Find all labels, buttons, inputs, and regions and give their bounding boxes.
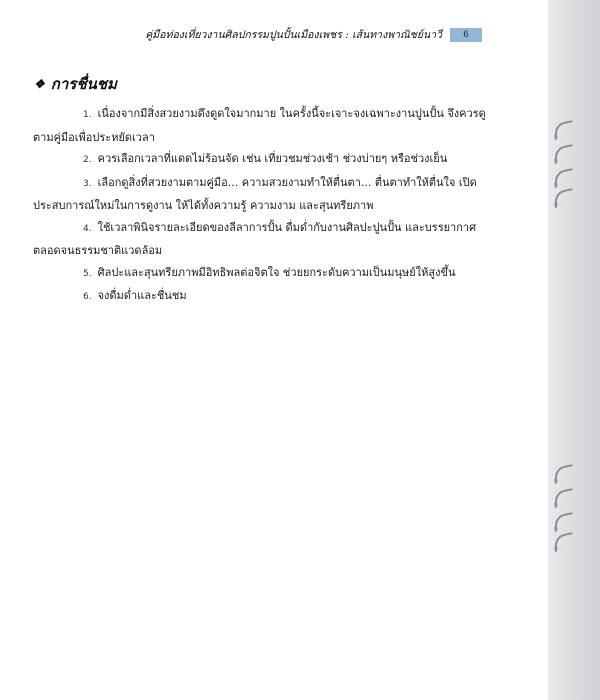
list-item-text: เลือกดูสิ่งที่สวยงามตามคู่มือ... ความสวยงามทำให้ตื่นตา... ตื่นตาทำให้ตื่นใจ เปิดประสบการณ์ใหม่ในการดูงาน ให้ได้ทั้งความรู้ ความงาม และสุนทรียภาพ	[33, 175, 477, 212]
binder-ring-icon	[553, 188, 575, 206]
list-item-text: ใช้เวลาพินิจรายละเอียดของลีลาการปั้น ดื่มด่ำกับงานศิลปะปูนปั้น และบรรยากาศ ตลอดจนธรรมชาติแวดล้อม	[33, 220, 477, 257]
list-item-number: 5.	[83, 268, 92, 279]
list-item-number: 6.	[83, 292, 92, 302]
page-number-badge: 6	[450, 28, 482, 42]
list-item	[33, 148, 503, 172]
page-header	[145, 26, 482, 43]
section-heading-text: การชื่นชม	[50, 75, 117, 93]
list-item-number: 4.	[83, 223, 92, 234]
numbered-list	[33, 103, 503, 309]
list-item-number: 3.	[83, 178, 92, 189]
binder-ring-icon	[553, 168, 575, 186]
binder-ring-icon	[553, 144, 575, 162]
binder-spine	[548, 0, 600, 700]
section-heading	[34, 72, 117, 96]
binder-ring-icon	[553, 532, 575, 550]
binder-ring-icon	[553, 488, 575, 506]
list-item	[33, 172, 503, 217]
list-item-text: ควรเลือกเวลาที่แดดไม่ร้อนจัด เช่น เที่ยวชมช่วงเช้า ช่วงบ่ายๆ หรือช่วงเย็น	[97, 152, 448, 165]
diamond-bullet-icon: ❖	[34, 77, 45, 91]
list-item-text: จงดื่มด่ำและชื่นชม	[97, 289, 187, 302]
header-title: คู่มือท่องเที่ยวงานศิลปกรรมปูนปั้นเมืองเพชร : เส้นทางพาณิชย์นาวี	[145, 29, 442, 41]
list-item-number: 2.	[83, 155, 92, 165]
list-item-number: 1.	[83, 110, 92, 120]
binder-ring-icon	[553, 120, 575, 138]
list-item	[33, 103, 503, 148]
list-item-text: ศิลปะและสุนทรียภาพมีอิทธิพลต่อจิตใจ ช่วยยกระดับความเป็นมนุษย์ให้สูงขึ้น	[97, 265, 456, 279]
list-item	[33, 262, 503, 286]
list-item	[33, 217, 503, 262]
list-item-text: เนื่องจากมีสิ่งสวยงามดึงดูดใจมากมาย ในครั้งนี้จะเจาะจงเฉพาะงานปูนปั้น จึงควรดูตามคู่มือเพื่อประหยัดเวลา	[33, 107, 486, 144]
binder-ring-icon	[553, 512, 575, 530]
list-item	[33, 285, 503, 309]
binder-ring-icon	[553, 464, 575, 482]
